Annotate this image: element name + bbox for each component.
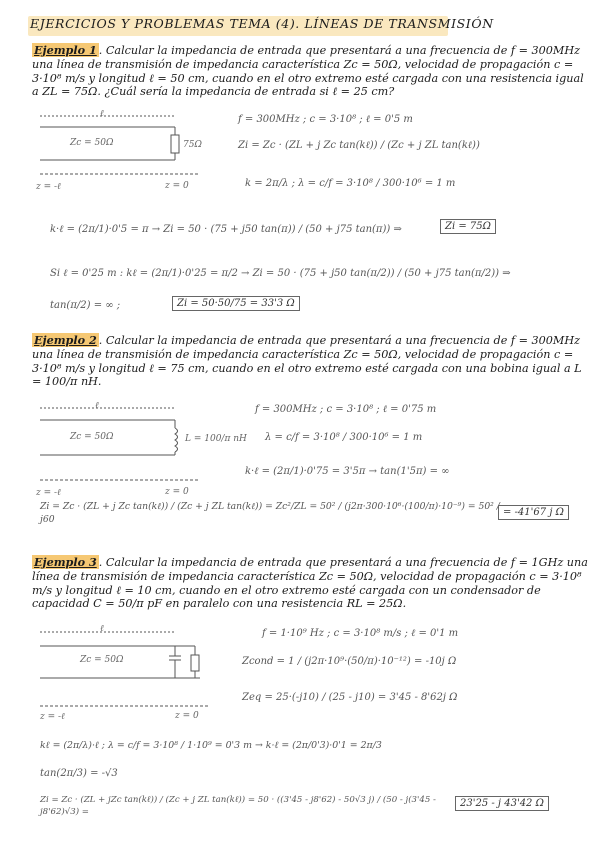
ex3-tan: tan(2π/3) = -√3 — [40, 768, 118, 779]
ex1-z1: z = -ℓ — [36, 182, 61, 192]
ex2-lambda: λ = c/f = 3·10⁸ / 300·10⁶ = 1 m — [265, 432, 423, 443]
ex1-text: . Calcular la impedancia de entrada que presentará a una frecuencia de f = 300MHz una línea de transmisión de impedancia característica Zc = 50Ω, velocidad de propagación c = 3·10⁸ m/s y longitud ℓ = 50 cm, cuando en el otro extremo esté cargada con una resistencia igual a ZL = 75Ω. ¿Cuál sería la impedancia de entrada si ℓ = 25 cm? — [32, 44, 584, 99]
ex3-zc-label: Zc = 50Ω — [80, 655, 124, 665]
ex3-given: f = 1·10⁹ Hz ; c = 3·10⁸ m/s ; ℓ = 0'1 m — [262, 628, 459, 639]
ex3-label: Ejemplo 3 — [34, 555, 97, 569]
ex1-z2: z = 0 — [165, 181, 189, 191]
ex2-label: Ejemplo 2 — [34, 333, 97, 347]
ex3-z2: z = 0 — [175, 711, 199, 721]
ex3-zcond: Zcond = 1 / (j2π·10⁹·(50/π)·10⁻¹²) = -10j Ω — [242, 656, 457, 667]
ex1-case2: Si ℓ = 0'25 m : kℓ = (2π/1)·0'25 = π/2 → Zi = 50 · (75 + j50 tan(π/2)) / (50 + j75 tan(π/2)) ⇒ — [50, 268, 511, 279]
ex2-z1: z = -ℓ — [36, 488, 61, 498]
ex2-load-label: L = 100/π nH — [185, 434, 247, 444]
ex3-text: . Calcular la impedancia de entrada que presentará a una frecuencia de f = 1GHz una línea de transmisión de impedancia característica Zc = 50Ω, velocidad de propagación c = 3·10⁸ m/s y longitud ℓ = 10 cm, cuando en el otro extremo esté cargada con un condensador de capacidad C = 50/π pF en paralelo con una resistencia RL = 25Ω. — [32, 556, 588, 611]
ex2-text: . Calcular la impedancia de entrada que presentará a una frecuencia de f = 300MHz una línea de transmisión de impedancia característica Zc = 50Ω, velocidad de propagación c = 3·10⁸ m/s y longitud ℓ = 75 cm, cuando en el otro extremo esté cargada con una bobina igual a L = 100/π nH. — [32, 334, 582, 389]
ex1-len-label: ℓ — [100, 109, 104, 119]
ex2-z2: z = 0 — [165, 487, 189, 497]
ex2-calc: Zi = Zc · (ZL + j Zc tan(kℓ)) / (Zc + j ZL tan(kℓ)) = Zc²/ZL = 50² / (j2π·300·10⁶·(100/π)·10⁻⁹) = 50² / j60 — [40, 501, 500, 525]
ex1-load-label: 75Ω — [183, 140, 202, 150]
ex1-k: k = 2π/λ ; λ = c/f = 3·10⁸ / 300·10⁶ = 1 m — [245, 178, 456, 189]
ex3-circuit — [40, 632, 210, 706]
ex3-statement — [32, 556, 592, 611]
ex2-circuit — [40, 408, 200, 480]
page-title: EJERCICIOS Y PROBLEMAS TEMA (4). LÍNEAS DE TRANSMISIÓN — [30, 16, 494, 31]
ex2-result: = -41'67 j Ω — [498, 505, 569, 520]
ex1-given: f = 300MHz ; c = 3·10⁸ ; ℓ = 0'5 m — [238, 114, 413, 125]
ex3-calc: Zi = Zc · (ZL + jZc tan(kℓ)) / (Zc + j ZL tan(kℓ)) = 50 · ((3'45 - j8'62) - 50√3 j) / (50 - j(3'45 - j8'62)√3) = — [40, 795, 436, 817]
ex1-result2: Zi = 50·50/75 = 33'3 Ω — [172, 296, 300, 311]
ex1-result1: Zi = 75Ω — [440, 219, 496, 234]
ex3-z1: z = -ℓ — [40, 712, 65, 722]
ex1-zc-label: Zc = 50Ω — [70, 138, 114, 148]
ex2-len-label: ℓ — [95, 401, 99, 411]
ex2-statement — [32, 334, 592, 389]
ex2-kl: k·ℓ = (2π/1)·0'75 = 3'5π → tan(1'5π) = ∞ — [245, 466, 450, 477]
ex1-label: Ejemplo 1 — [34, 43, 97, 57]
ex1-circuit — [40, 116, 200, 174]
ex2-zc-label: Zc = 50Ω — [70, 432, 114, 442]
ex3-zeq: Zeq = 25·(-j10) / (25 - j10) = 3'45 - 8'62j Ω — [242, 692, 458, 703]
ex3-len-label: ℓ — [100, 624, 104, 634]
ex3-k: kℓ = (2π/λ)·ℓ ; λ = c/f = 3·10⁸ / 1·10⁹ = 0'3 m → k·ℓ = (2π/0'3)·0'1 = 2π/3 — [40, 740, 382, 751]
ex3-result: 23'25 - j 43'42 Ω — [455, 796, 549, 811]
ex2-given: f = 300MHz ; c = 3·10⁸ ; ℓ = 0'75 m — [255, 404, 437, 415]
ex1-formula: Zi = Zc · (ZL + j Zc tan(kℓ)) / (Zc + j ZL tan(kℓ)) — [238, 140, 480, 151]
ex1-kl: k·ℓ = (2π/1)·0'5 = π → Zi = 50 · (75 + j50 tan(π)) / (50 + j75 tan(π)) ⇒ — [50, 224, 402, 235]
ex1-tan: tan(π/2) = ∞ ; — [50, 300, 121, 311]
